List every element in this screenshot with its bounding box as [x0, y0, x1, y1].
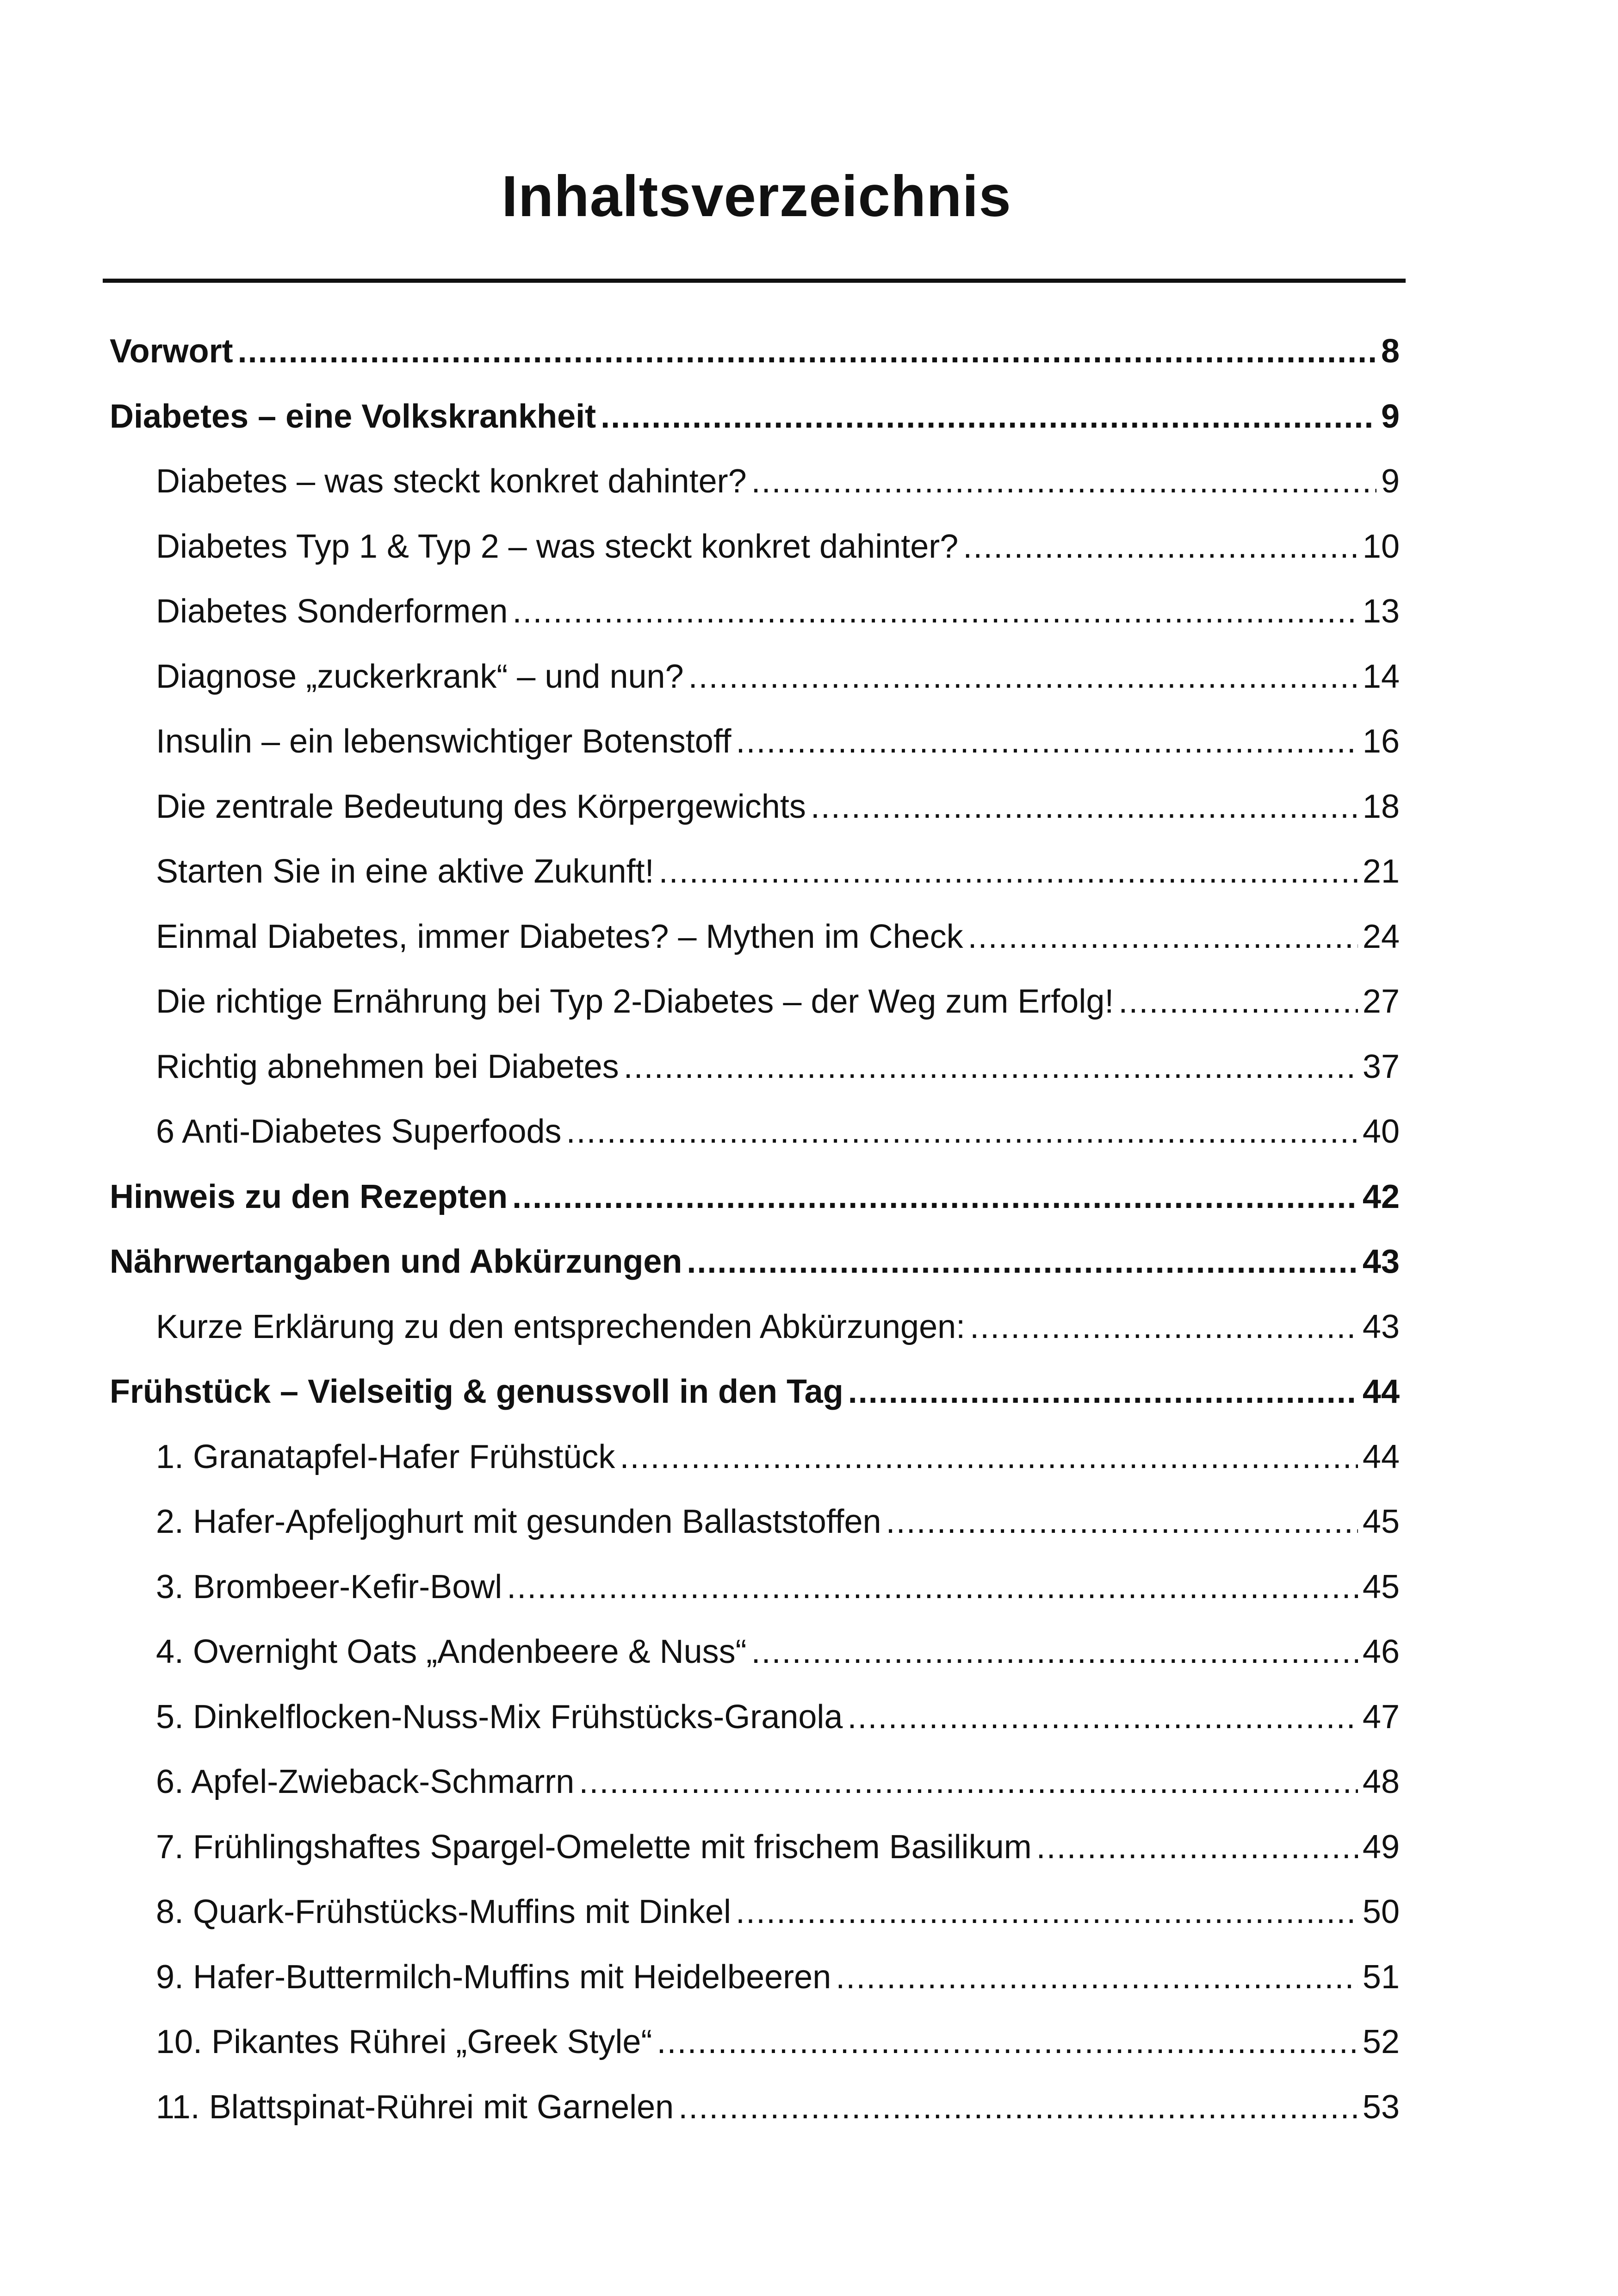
toc-entry-title: Diagnose „zuckerkrank“ – und nun?	[156, 658, 684, 695]
toc-entry-page-number: 50	[1362, 1893, 1400, 1930]
dot-leader	[620, 1438, 1358, 1476]
toc-entry[interactable]	[156, 918, 1400, 969]
toc-entry-page-number: 24	[1362, 918, 1400, 955]
toc-entry[interactable]	[156, 2088, 1400, 2139]
dot-leader	[736, 1893, 1358, 1931]
dot-leader	[624, 1048, 1358, 1086]
toc-entry[interactable]	[156, 1113, 1400, 1164]
toc-entry[interactable]	[156, 462, 1400, 513]
toc-entry[interactable]	[156, 658, 1400, 709]
dot-leader	[512, 592, 1358, 630]
toc-entry-page-number: 53	[1362, 2089, 1400, 2126]
toc-entry-page-number: 27	[1362, 983, 1400, 1020]
page-title: Inhaltsverzeichnis	[502, 164, 1011, 229]
toc-entry-page-number: 47	[1362, 1699, 1400, 1736]
dot-leader	[238, 332, 1376, 370]
toc-entry[interactable]	[110, 332, 1400, 383]
dot-leader	[1118, 983, 1358, 1020]
toc-entry-page-number: 46	[1362, 1633, 1400, 1670]
dot-leader	[687, 1243, 1358, 1281]
toc-entry-page-number: 52	[1362, 2023, 1400, 2060]
dot-leader	[659, 852, 1358, 890]
toc-entry[interactable]	[156, 852, 1400, 903]
toc-entry-title: Diabetes Typ 1 & Typ 2 – was steckt konkret dahinter?	[156, 528, 959, 565]
dot-leader	[678, 2088, 1358, 2126]
toc-entry[interactable]	[156, 1698, 1400, 1749]
toc-entry[interactable]	[156, 722, 1400, 773]
toc-entry[interactable]	[156, 1308, 1400, 1359]
toc-entry-title: Insulin – ein lebenswichtiger Botenstoff	[156, 723, 732, 760]
toc-entry-page-number: 9	[1381, 463, 1400, 500]
toc-entry-title: 4. Overnight Oats „Andenbeere & Nuss“	[156, 1633, 747, 1670]
dot-leader	[886, 1503, 1358, 1541]
toc-entry-page-number: 49	[1362, 1829, 1400, 1866]
toc-entry-title: Vorwort	[110, 333, 233, 370]
toc-entry-title: Starten Sie in eine aktive Zukunft!	[156, 853, 654, 890]
toc-entry-title: Diabetes – was steckt konkret dahinter?	[156, 463, 747, 500]
dot-leader	[968, 918, 1358, 956]
dot-leader	[847, 1698, 1358, 1736]
toc-entry-title: Einmal Diabetes, immer Diabetes? – Mythen im Check	[156, 918, 963, 955]
toc-entry-page-number: 18	[1362, 788, 1400, 825]
toc-entry[interactable]	[110, 1373, 1400, 1424]
toc-entry[interactable]	[156, 1828, 1400, 1879]
toc-entry-title: Diabetes – eine Volkskrankheit	[110, 398, 596, 435]
dot-leader	[566, 1113, 1358, 1151]
toc-entry-page-number: 45	[1362, 1503, 1400, 1540]
dot-leader	[836, 1958, 1358, 1996]
toc-entry-page-number: 9	[1381, 398, 1400, 435]
toc-entry-page-number: 40	[1362, 1113, 1400, 1150]
toc-entry[interactable]	[156, 592, 1400, 643]
toc-entry[interactable]	[156, 1438, 1400, 1489]
toc-entry-title: 11. Blattspinat-Rührei mit Garnelen	[156, 2089, 674, 2126]
toc-entry-title: Die richtige Ernährung bei Typ 2-Diabetes – der Weg zum Erfolg!	[156, 983, 1114, 1020]
dot-leader	[688, 658, 1358, 696]
dot-leader	[512, 1178, 1358, 1216]
toc-entry-title: Richtig abnehmen bei Diabetes	[156, 1048, 619, 1085]
toc-entry[interactable]	[110, 1178, 1400, 1229]
toc-entry-title: 5. Dinkelflocken-Nuss-Mix Frühstücks-Granola	[156, 1699, 843, 1736]
toc-entry-page-number: 14	[1362, 658, 1400, 695]
dot-leader	[579, 1763, 1358, 1801]
toc-entry-title: 8. Quark-Frühstücks-Muffins mit Dinkel	[156, 1893, 731, 1930]
toc-entry[interactable]	[156, 1958, 1400, 2009]
toc-entry[interactable]	[156, 983, 1400, 1033]
toc-entry-title: 9. Hafer-Buttermilch-Muffins mit Heidelbeeren	[156, 1959, 831, 1996]
toc-entry[interactable]	[156, 1503, 1400, 1554]
toc-entry-page-number: 42	[1362, 1178, 1400, 1215]
dot-leader	[751, 1633, 1358, 1671]
toc-entry-page-number: 16	[1362, 723, 1400, 760]
toc-entry-title: Hinweis zu den Rezepten	[110, 1178, 508, 1215]
dot-leader	[963, 528, 1358, 566]
toc-entry[interactable]	[156, 788, 1400, 839]
toc-entry[interactable]	[156, 1763, 1400, 1814]
toc-entry-title: 10. Pikantes Rührei „Greek Style“	[156, 2023, 652, 2060]
dot-leader	[970, 1308, 1358, 1346]
toc-entry-page-number: 48	[1362, 1763, 1400, 1800]
dot-leader	[507, 1568, 1358, 1606]
toc-entry[interactable]	[156, 1048, 1400, 1099]
toc-entry-page-number: 43	[1362, 1308, 1400, 1345]
dot-leader	[848, 1373, 1358, 1411]
toc-entry[interactable]	[156, 1893, 1400, 1944]
toc-entry-title: Kurze Erklärung zu den entsprechenden Abkürzungen:	[156, 1308, 966, 1345]
toc-entry-title: 7. Frühlingshaftes Spargel-Omelette mit frischem Basilikum	[156, 1829, 1032, 1866]
toc-entry-title: 6 Anti-Diabetes Superfoods	[156, 1113, 562, 1150]
toc-entry-title: Die zentrale Bedeutung des Körpergewichts	[156, 788, 806, 825]
toc-entry[interactable]	[156, 528, 1400, 579]
toc-entry-page-number: 13	[1362, 593, 1400, 630]
toc-entry-title: 6. Apfel-Zwieback-Schmarrn	[156, 1763, 575, 1800]
toc-entry-page-number: 51	[1362, 1959, 1400, 1996]
dot-leader	[1036, 1828, 1358, 1866]
toc-entry[interactable]	[156, 1568, 1400, 1619]
toc-entry-title: 1. Granatapfel-Hafer Frühstück	[156, 1438, 615, 1475]
toc-entry[interactable]	[156, 1633, 1400, 1684]
toc-entry-title: Nährwertangaben und Abkürzungen	[110, 1243, 682, 1280]
toc-entry-page-number: 8	[1381, 333, 1400, 370]
toc-entry-title: Diabetes Sonderformen	[156, 593, 508, 630]
dot-leader	[751, 462, 1376, 500]
toc-entry-page-number: 44	[1362, 1438, 1400, 1475]
toc-entry-page-number: 44	[1362, 1373, 1400, 1410]
toc-entry-title: Frühstück – Vielseitig & genussvoll in den Tag	[110, 1373, 843, 1410]
toc-entry-page-number: 37	[1362, 1048, 1400, 1085]
toc-entry-page-number: 45	[1362, 1568, 1400, 1605]
toc-entry-title: 2. Hafer-Apfeljoghurt mit gesunden Ballaststoffen	[156, 1503, 881, 1540]
toc-entry-page-number: 21	[1362, 853, 1400, 890]
toc-entry[interactable]	[110, 398, 1400, 448]
toc-entry[interactable]	[156, 2023, 1400, 2074]
toc-entry-title: 3. Brombeer-Kefir-Bowl	[156, 1568, 502, 1605]
dot-leader	[811, 788, 1358, 826]
dot-leader	[657, 2023, 1358, 2061]
dot-leader	[601, 398, 1376, 436]
toc-entry-page-number: 10	[1362, 528, 1400, 565]
dot-leader	[736, 722, 1358, 760]
toc-entry[interactable]	[110, 1243, 1400, 1294]
toc-entry-page-number: 43	[1362, 1243, 1400, 1280]
